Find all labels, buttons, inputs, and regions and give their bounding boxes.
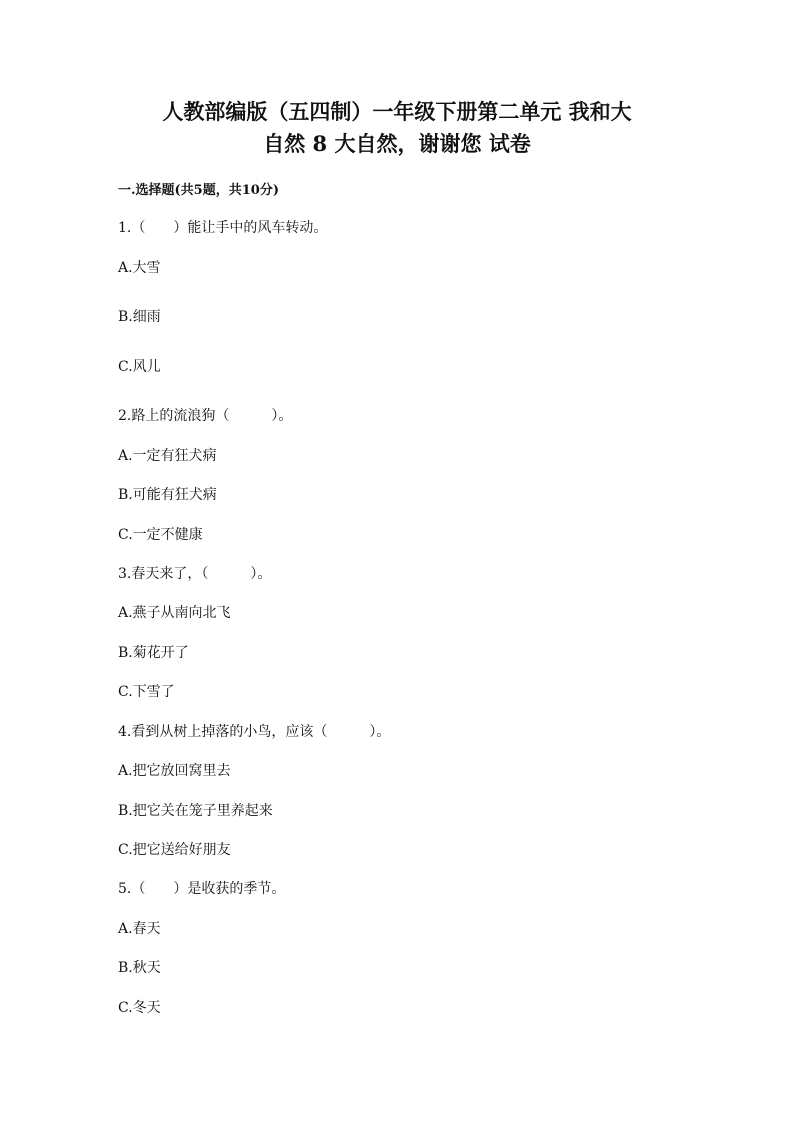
option-a: A.春天 (118, 921, 161, 937)
option-b: B.菊花开了 (118, 645, 189, 661)
option-c: C.风儿 (118, 359, 161, 375)
page-title (60, 96, 734, 160)
section-heading: 一.选择题(共5题，共10分) (118, 183, 279, 198)
title-line-1: 人教部编版（五四制）一年级下册第二单元 我和大 (162, 99, 632, 124)
option-c: C.把它送给好朋友 (118, 842, 231, 858)
option-a: A.一定有狂犬病 (118, 448, 217, 464)
question-stem: 1.（ ）能让手中的风车转动。 (118, 220, 328, 236)
option-a: A.把它放回窝里去 (118, 763, 231, 779)
option-b: B.把它关在笼子里养起来 (118, 803, 273, 819)
question-stem: 4.看到从树上掉落的小鸟，应该（ ）。 (118, 724, 391, 740)
title-line-2: 自然 8 大自然，谢谢您 试卷 (263, 131, 531, 156)
option-b: B.可能有狂犬病 (118, 487, 217, 503)
option-c: C.冬天 (118, 1000, 161, 1016)
option-b: B.秋天 (118, 960, 161, 976)
option-c: C.下雪了 (118, 684, 175, 700)
question-stem: 5.（ ）是收获的季节。 (118, 881, 286, 897)
option-a: A.大雪 (118, 260, 161, 276)
question-stem: 2.路上的流浪狗（ ）。 (118, 408, 293, 424)
option-a: A.燕子从南向北飞 (118, 605, 231, 621)
option-b: B.细雨 (118, 309, 161, 325)
question-stem: 3.春天来了，（ ）。 (118, 566, 272, 582)
option-c: C.一定不健康 (118, 527, 203, 543)
